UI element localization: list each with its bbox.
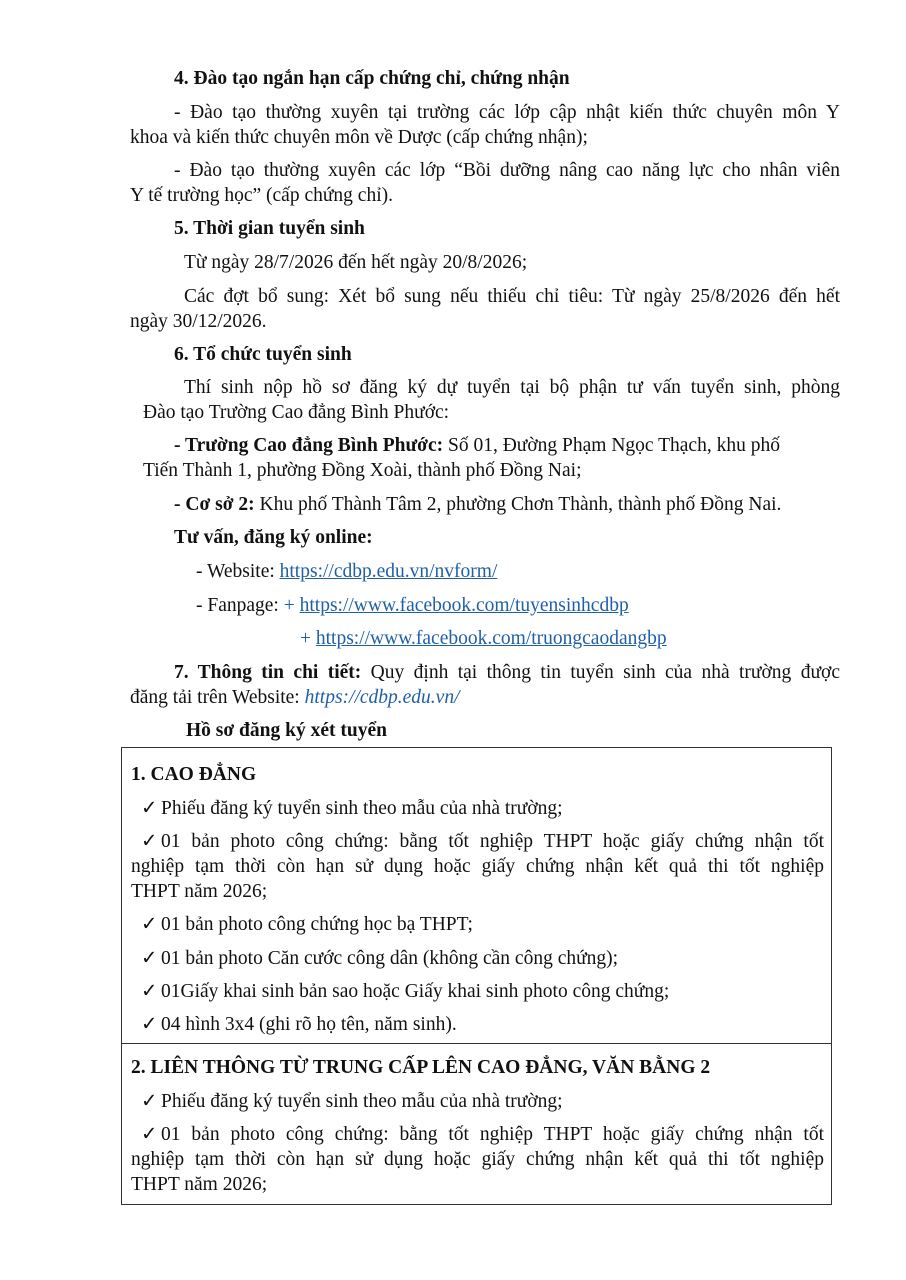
campus-2-address: Khu phố Thành Tâm 2, phường Chơn Thành, thành phố Đồng Nai. [254, 494, 782, 515]
website-line [196, 559, 497, 584]
checkmark-icon: ✓ [141, 981, 158, 1002]
box-1-item-3 [141, 912, 473, 937]
section-4-para2-line2: Y tế trường học” (cấp chứng chỉ). [130, 185, 394, 206]
section-7-line-cont [130, 685, 460, 710]
fanpage-line-2 [300, 626, 667, 651]
website-link[interactable]: https://cdbp.edu.vn/nvform/ [279, 561, 498, 582]
box-1-item-2-text: 01 bản photo công chứng: bằng tốt nghiệp THPT hoặc giấy chứng nhận tốt [161, 831, 824, 852]
fanpage-label: - Fanpage: [196, 595, 284, 616]
checkmark-icon: ✓ [141, 948, 158, 969]
box-1-item-4 [141, 946, 618, 971]
section-6-intro-cont: Đào tạo Trường Cao đẳng Bình Phước: [143, 402, 450, 423]
box-2-item-1 [141, 1089, 563, 1114]
box-2-item-2-text: 01 bản photo công chứng: bằng tốt nghiệp THPT hoặc giấy chứng nhận tốt [161, 1124, 824, 1145]
campus-2-label: - Cơ sở 2: [174, 494, 255, 515]
box-1-item-2 [141, 829, 824, 854]
box-2-item-2-line-3: THPT năm 2026; [131, 1174, 268, 1195]
website-label: - Website: [196, 561, 280, 582]
fanpage-link-1[interactable]: https://www.facebook.com/tuyensinhcdbp [299, 595, 629, 616]
box-1-item-4-text: 01 bản photo Căn cước công dân (không cần công chứng); [161, 948, 619, 969]
section-7-text-cont: đăng tải trên Website: [130, 687, 305, 708]
campus-1-label: - Trường Cao đẳng Bình Phước: [174, 435, 444, 456]
box-1-item-5 [141, 979, 669, 1004]
box-1-item-1 [141, 796, 563, 821]
checkmark-icon: ✓ [141, 1014, 158, 1035]
section-7-text: Quy định tại thông tin tuyển sinh của nhà trường được [361, 662, 840, 683]
box-1-item-2-line-3: THPT năm 2026; [131, 881, 268, 902]
checkmark-icon: ✓ [141, 914, 158, 935]
section-6-heading: 6. Tổ chức tuyển sinh [174, 344, 352, 365]
box-2-item-2-line-2: nghiệp tạm thời còn hạn sử dụng hoặc giấy chứng nhận kết quả thi tốt nghiệp [131, 1149, 824, 1170]
checkmark-icon: ✓ [141, 1091, 158, 1112]
fanpage-plus: + [283, 595, 300, 616]
fanpage-plus-2: + [300, 628, 316, 649]
dossier-heading: Hồ sơ đăng ký xét tuyển [186, 720, 387, 741]
section-7-line [174, 660, 840, 685]
checkmark-icon: ✓ [141, 798, 158, 819]
box-2-item-1-text: Phiếu đăng ký tuyển sinh theo mẫu của nhà trường; [161, 1091, 563, 1112]
campus-2-line [174, 492, 781, 517]
section-7-label: 7. Thông tin chi tiết: [174, 662, 362, 683]
section-7-link[interactable]: https://cdbp.edu.vn/ [304, 687, 460, 708]
section-4-para2-line1: - Đào tạo thường xuyên các lớp “Bồi dưỡng nâng cao năng lực cho nhân viên [174, 160, 840, 181]
section-5-heading: 5. Thời gian tuyển sinh [174, 218, 365, 239]
box-1-title: 1. CAO ĐẲNG [131, 764, 257, 785]
box-2-title: 2. LIÊN THÔNG TỪ TRUNG CẤP LÊN CAO ĐẲNG, VĂN BẰNG 2 [131, 1057, 711, 1078]
campus-1-address: Số 01, Đường Phạm Ngọc Thạch, khu phố [443, 435, 780, 456]
box-1-item-2-line-2: nghiệp tạm thời còn hạn sử dụng hoặc giấy chứng nhận kết quả thi tốt nghiệp [131, 856, 824, 877]
box-2-item-2 [141, 1122, 824, 1147]
checkmark-icon: ✓ [141, 831, 158, 852]
box-1-item-6 [141, 1012, 457, 1037]
section-5-line2-cont: ngày 30/12/2026. [130, 311, 267, 332]
checkmark-icon: ✓ [141, 1124, 158, 1145]
section-4-heading: 4. Đào tạo ngắn hạn cấp chứng chỉ, chứng nhận [174, 68, 570, 89]
box-1-item-1-text: Phiếu đăng ký tuyển sinh theo mẫu của nhà trường; [161, 798, 563, 819]
section-4-para1-line2: khoa và kiến thức chuyên môn về Dược (cấp chứng nhận); [130, 127, 588, 148]
section-6-intro: Thí sinh nộp hồ sơ đăng ký dự tuyển tại bộ phận tư vấn tuyển sinh, phòng [184, 377, 840, 398]
online-heading: Tư vấn, đăng ký online: [174, 527, 373, 548]
fanpage-link-2[interactable]: https://www.facebook.com/truongcaodangbp [315, 628, 667, 649]
box-1-item-3-text: 01 bản photo công chứng học bạ THPT; [161, 914, 473, 935]
campus-1-line [174, 433, 780, 458]
box-1-item-6-text: 04 hình 3x4 (ghi rõ họ tên, năm sinh). [161, 1014, 457, 1035]
box-1-item-5-text: 01Giấy khai sinh bản sao hoặc Giấy khai sinh photo công chứng; [161, 981, 670, 1002]
section-5-line2: Các đợt bổ sung: Xét bổ sung nếu thiếu chỉ tiêu: Từ ngày 25/8/2026 đến hết [184, 286, 840, 307]
section-4-para1-line1: - Đào tạo thường xuyên tại trường các lớp cập nhật kiến thức chuyên môn Y [174, 102, 840, 123]
fanpage-line [196, 593, 629, 618]
section-5-line1: Từ ngày 28/7/2026 đến hết ngày 20/8/2026; [184, 252, 528, 273]
campus-1-address-cont: Tiến Thành 1, phường Đồng Xoài, thành phố Đồng Nai; [143, 460, 582, 481]
